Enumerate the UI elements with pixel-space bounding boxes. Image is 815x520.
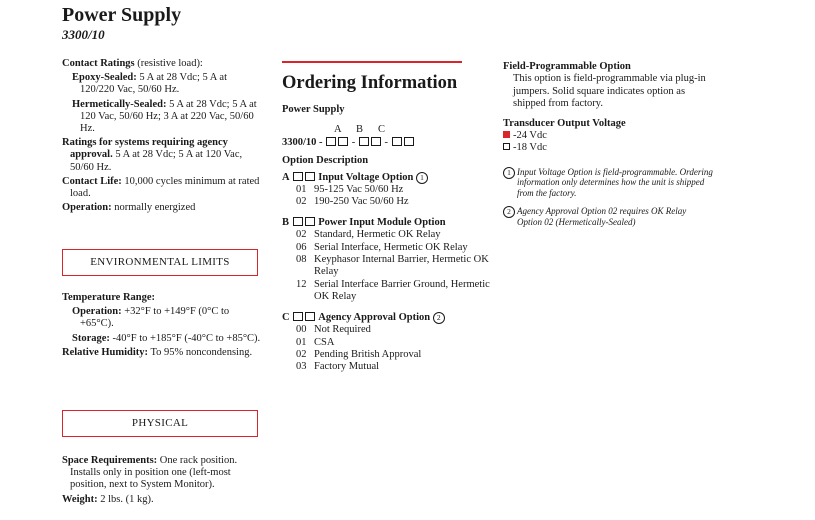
field-programmable-column — [503, 61, 713, 227]
option-item — [282, 229, 492, 241]
option-item — [282, 324, 492, 336]
option-a-list — [282, 184, 492, 209]
voltage-option-24: -24 Vdc — [503, 130, 713, 142]
option-text: Pending British Approval — [314, 348, 422, 360]
option-code: 02 — [296, 229, 307, 241]
temperature-range: Temperature Range: — [62, 292, 156, 303]
option-item — [282, 279, 492, 304]
option-item — [282, 361, 492, 373]
option-code: 06 — [296, 241, 307, 253]
option-text: Factory Mutual — [314, 361, 380, 373]
model-number: 3300/10 — [62, 27, 105, 42]
hermetically-sealed-rating: Hermetically-Sealed: 5 A at 28 Vdc; 5 A at 120 Vac, 50/60 Hz; 3 A at 220 Vac, 50/60 Hz. — [72, 98, 257, 135]
contact-life: Contact Life: 10,000 cycles minimum at rated load. — [62, 175, 260, 200]
option-text: Serial Interface, Hermetic OK Relay — [314, 241, 468, 253]
filled-square-icon — [503, 131, 510, 138]
agency-rating: Ratings for systems requiring agency approval. 5 A at 28 Vdc; 5 A at 120 Vac, 50/60 Hz. — [62, 137, 243, 173]
environmental-column — [62, 292, 262, 361]
epoxy-sealed-rating: Epoxy-Sealed: 5 A at 28 Vdc; 5 A at 120/220 Vac, 50/60 Hz. — [72, 72, 227, 96]
voltage-option-18: -18 Vdc — [503, 142, 713, 154]
physical-column — [62, 455, 262, 508]
field-programmable-text: This option is field-programmable via plug-in jumpers. Solid square indicates option as shipped from factory. — [513, 73, 706, 110]
option-code: 02 — [296, 196, 307, 208]
option-code: 12 — [296, 278, 307, 290]
option-item — [282, 242, 492, 254]
option-b-header: B Power Input Module Option — [282, 216, 446, 228]
option-c-header: C Agency Approval Option 2 — [282, 312, 492, 324]
operation: Operation: normally energized — [62, 202, 196, 214]
environmental-limits-header: ENVIRONMENTAL LIMITS — [62, 249, 258, 276]
option-code: 02 — [296, 348, 307, 360]
option-text: Serial Interface Barrier Ground, Hermetic OK Relay — [314, 278, 490, 303]
option-code: 01 — [296, 336, 307, 348]
option-item — [282, 254, 492, 279]
option-text: 95-125 Vac 50/60 Hz — [314, 184, 404, 196]
note-marker-1: 1 — [416, 172, 428, 184]
weight: Weight: 2 lbs. (1 kg). — [62, 493, 154, 505]
field-programmable-title: Field-Programmable Option — [503, 61, 631, 72]
option-text: Not Required — [314, 324, 371, 336]
physical-header: PHYSICAL — [62, 410, 258, 437]
option-code: 01 — [296, 184, 307, 196]
option-b-list — [282, 229, 492, 303]
page-title: Power Supply — [62, 4, 182, 26]
operation-temp: Operation: +32°F to +149°F (0°C to +65°C). — [72, 306, 230, 330]
option-description-label: Option Description — [282, 155, 369, 167]
ordering-divider — [282, 61, 462, 63]
option-item — [282, 349, 492, 361]
ordering-title: Ordering Information — [282, 73, 458, 93]
option-code: 08 — [296, 254, 307, 266]
footnote-2: 2 Agency Approval Option 02 requires OK Relay Option 02 (Hermetically-Sealed) — [503, 206, 713, 227]
option-c-list — [282, 324, 492, 374]
footnote-1: 1 Input Voltage Option is field-programmable. Ordering information only determines how the unit is shipped from the factory. — [503, 167, 713, 199]
ordering-column — [282, 72, 492, 374]
option-columns: A B C — [334, 124, 386, 136]
option-text: CSA — [314, 336, 335, 348]
specs-column — [62, 58, 262, 216]
option-text: 190-250 Vac 50/60 Hz — [314, 196, 409, 208]
part-number-template: 3300/10 - - - — [282, 137, 492, 149]
option-text: Standard, Hermetic OK Relay — [314, 229, 441, 241]
option-code: 03 — [296, 361, 307, 373]
storage-temp: Storage: -40°F to +185°F (-40°C to +85°C). — [72, 332, 261, 344]
relative-humidity: Relative Humidity: To 95% noncondensing. — [62, 346, 253, 358]
option-item — [282, 184, 492, 196]
product-name: Power Supply — [282, 104, 345, 115]
note-marker-2: 2 — [433, 312, 445, 324]
option-item — [282, 196, 492, 208]
contact-ratings: Contact Ratings (resistive load): — [62, 58, 203, 69]
space-requirements: Space Requirements: One rack position. Installs only in position one (left-most position, next to System Monitor). — [62, 455, 238, 491]
empty-square-icon — [503, 143, 510, 150]
option-a-header: A Input Voltage Option 1 — [282, 172, 492, 184]
option-code: 00 — [296, 324, 307, 336]
option-item — [282, 337, 492, 349]
option-text: Keyphasor Internal Barrier, Hermetic OK Relay — [314, 254, 489, 278]
transducer-title: Transducer Output Voltage — [503, 117, 626, 129]
